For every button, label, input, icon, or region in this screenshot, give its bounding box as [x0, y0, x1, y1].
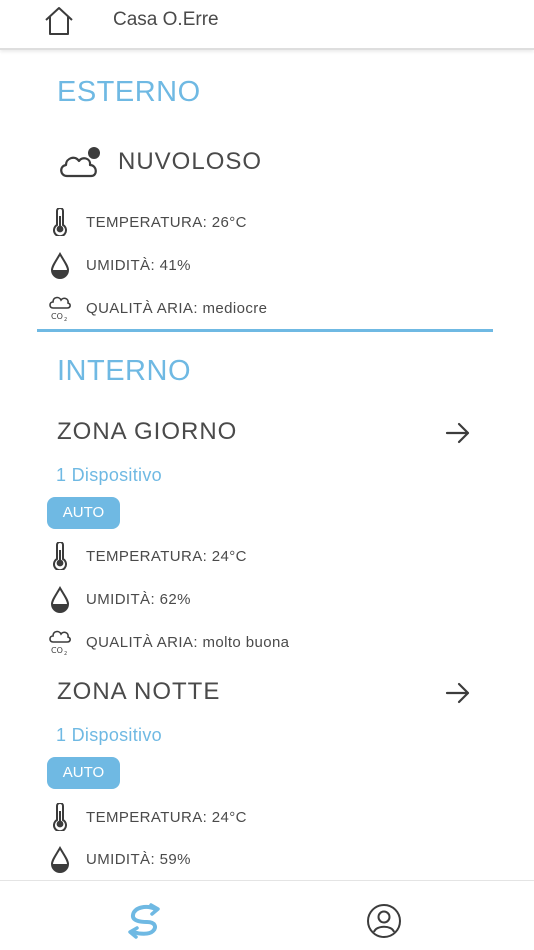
giorno-humidity: UMIDITÀ: 62%: [86, 591, 191, 608]
cloud-sun-icon: [57, 144, 105, 180]
notte-humidity: UMIDITÀ: 59%: [86, 851, 191, 868]
svg-text:CO: CO: [51, 312, 63, 321]
zone-name-notte[interactable]: ZONA NOTTE: [57, 678, 221, 705]
section-divider: [37, 329, 493, 332]
giorno-temperature: TEMPERATURA: 24°C: [86, 548, 247, 565]
esterno-temperature: TEMPERATURA: 26°C: [86, 214, 247, 231]
droplet-icon: [48, 585, 72, 613]
bottom-nav: [0, 880, 534, 950]
droplet-icon: [48, 251, 72, 279]
weather-condition: NUVOLOSO: [118, 148, 263, 175]
esterno-air-quality: QUALITÀ ARIA: mediocre: [86, 300, 268, 317]
giorno-air-quality: QUALITÀ ARIA: molto buona: [86, 634, 290, 651]
notte-temperature: TEMPERATURA: 24°C: [86, 809, 247, 826]
section-title-esterno: ESTERNO: [57, 76, 201, 108]
arrow-right-icon[interactable]: [445, 682, 471, 704]
home-icon[interactable]: [44, 6, 74, 36]
app-header: [0, 0, 534, 50]
svg-text:CO: CO: [51, 646, 63, 655]
zone-devices-giorno[interactable]: 1 Dispositivo: [56, 465, 162, 485]
air-quality-icon: [48, 628, 72, 656]
mode-badge-notte[interactable]: AUTO: [47, 757, 120, 789]
section-title-interno: INTERNO: [57, 355, 191, 387]
thermometer-icon: [48, 803, 72, 831]
zone-devices-notte[interactable]: 1 Dispositivo: [56, 725, 162, 745]
zone-name-giorno[interactable]: ZONA GIORNO: [57, 418, 238, 445]
droplet-icon: [48, 845, 72, 873]
mode-badge-giorno[interactable]: AUTO: [47, 497, 120, 529]
svg-text:2: 2: [64, 317, 68, 322]
thermometer-icon: [48, 542, 72, 570]
esterno-humidity: UMIDITÀ: 41%: [86, 257, 191, 274]
svg-text:2: 2: [64, 651, 68, 656]
air-quality-icon: [48, 294, 72, 322]
thermometer-icon: [48, 208, 72, 236]
house-title[interactable]: Casa O.Erre: [113, 9, 219, 30]
sync-logo-icon[interactable]: [125, 903, 163, 939]
arrow-right-icon[interactable]: [445, 422, 471, 444]
user-icon[interactable]: [366, 903, 402, 939]
